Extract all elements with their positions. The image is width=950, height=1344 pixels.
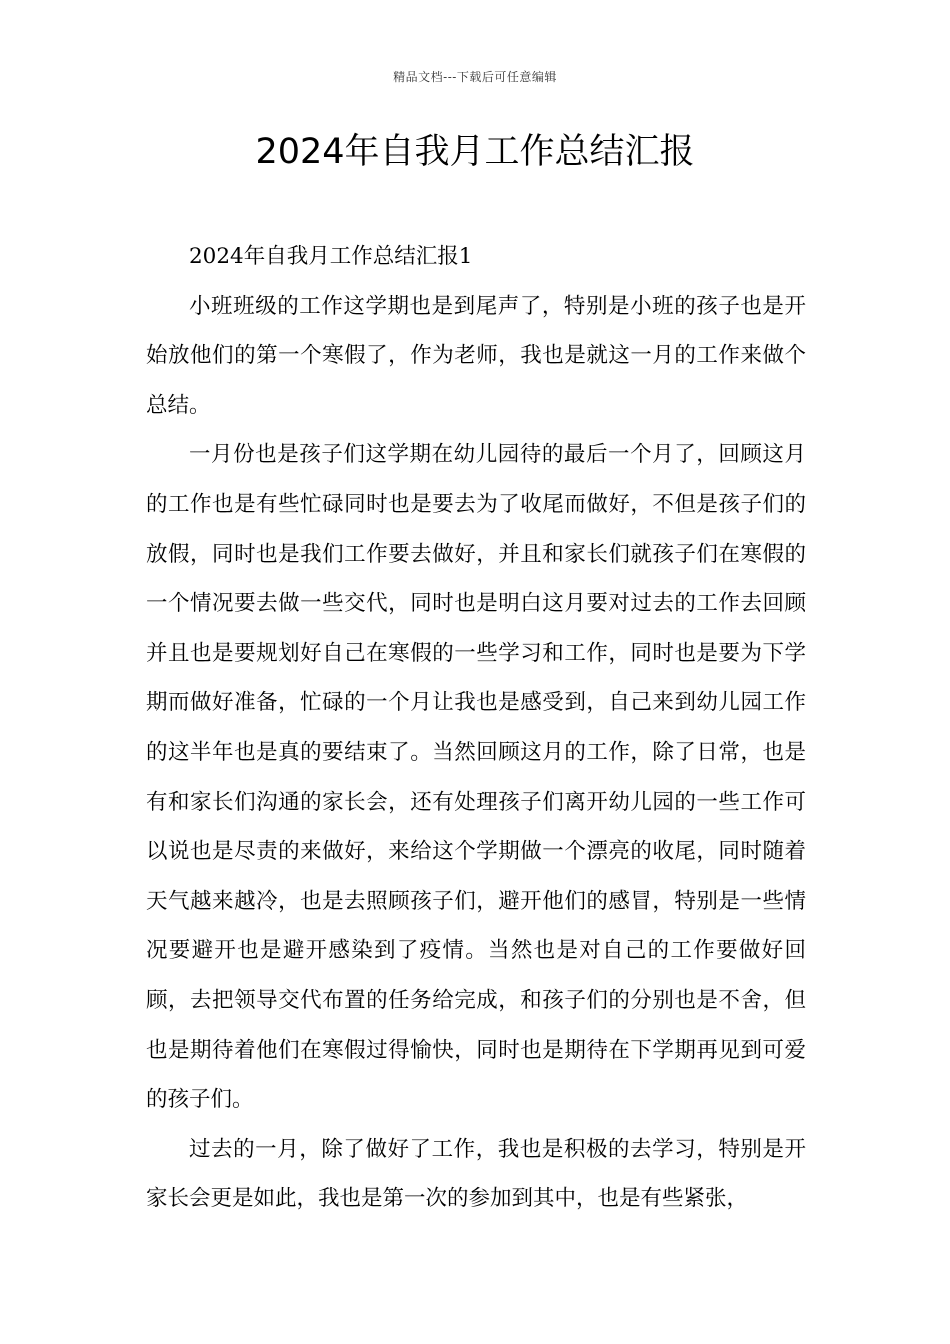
paragraph: 小班班级的工作这学期也是到尾声了，特别是小班的孩子也是开始放他们的第一个寒假了，作为老师，我也是就这一月的工作来做个总结。 (146, 293, 806, 418)
header-note: 精品文档---下载后可任意编辑 (393, 70, 557, 84)
section-heading: 2024年自我月工作总结汇报1 (189, 244, 473, 269)
paragraph: 过去的一月，除了做好了工作，我也是积极的去学习，特别是开家长会更是如此，我也是第一次的参加到其中，也是有些紧张， (146, 1136, 806, 1212)
paragraph: 一月份也是孩子们这学期在幼儿园待的最后一个月了，回顾这月的工作也是有些忙碌同时也是要去为了收尾而做好，不但是孩子们的放假，同时也是我们工作要去做好，并且和家长们就孩子们在寒假的一个情况要去做一些交代，同时也是明白这月要对过去的工作去回顾并且也是要规划好自己在寒假的一些学习和工作，同时也是要为下学期而做好准备，忙碌的一个月让我也是感受到，自己来到幼儿园工作的这半年也是真的要结束了。当然回顾这月的工作，除了日常，也是有和家长们沟通的家长会，还有处理孩子们离开幼儿园的一些工作可以说也是尽责的来做好，来给这个学期做一个漂亮的收尾，同时随着天气越来越冷，也是去照顾孩子们，避开他们的感冒，特别是一些情况要避开也是避开感染到了疫情。当然也是对自己的工作要做好回顾，去把领导交代布置的任务给完成，和孩子们的分别也是不舍，但也是期待着他们在寒假过得愉快，同时也是期待在下学期再见到可爱的孩子们。 (146, 442, 806, 1113)
document-title: 2024年自我月工作总结汇报 (255, 132, 695, 172)
document-body (146, 232, 806, 1224)
